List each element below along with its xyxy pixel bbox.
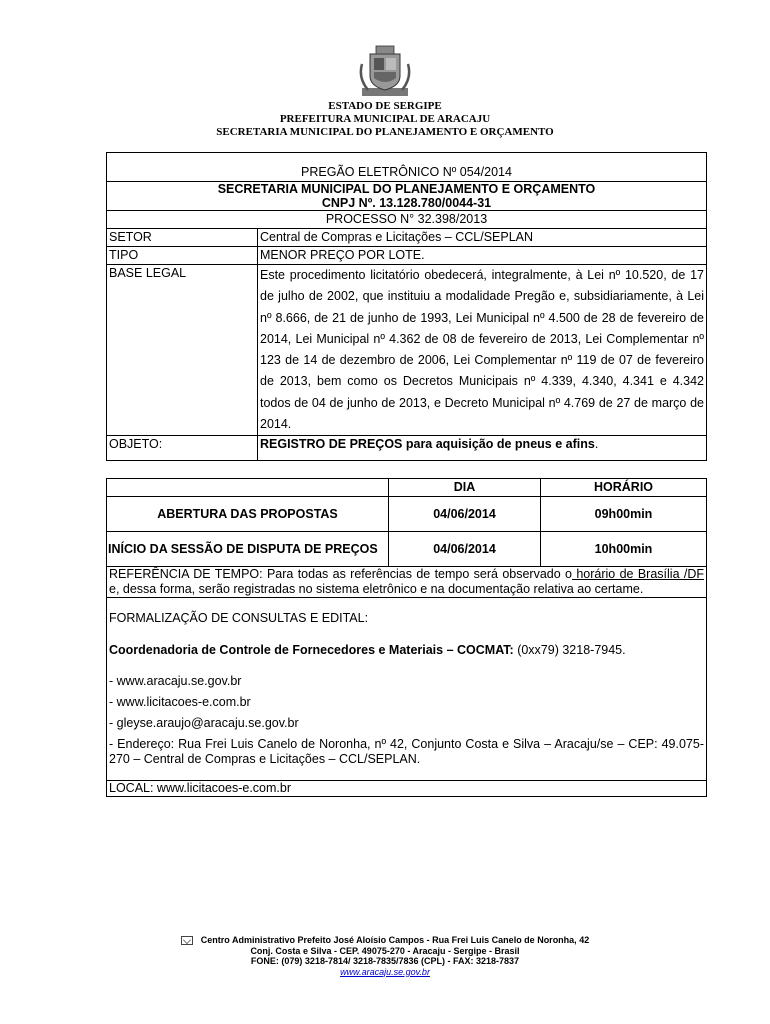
formalizacao-row: [107, 598, 707, 781]
pregao-title: PREGÃO ELETRÔNICO Nº 054/2014: [107, 153, 707, 182]
abertura-horario: 09h00min: [541, 497, 707, 532]
footer-phone: FONE: (079) 3218-7814/ 3218-7835/7836 (CPL) - FAX: 3218-7837: [250, 956, 520, 966]
cnpj: CNPJ Nº. 13.128.780/0044-31: [321, 196, 492, 210]
schedule-row: [107, 497, 707, 532]
cocmat-title: Coordenadoria de Controle de Fornecedores e Materiais – COCMAT:: [109, 643, 514, 657]
local-row: [107, 781, 707, 797]
col-horario: HORÁRIO: [541, 479, 707, 497]
schedule-row: [107, 532, 707, 567]
pregao-info-table: [106, 152, 707, 461]
sessao-horario: 10h00min: [541, 532, 707, 567]
header-state: ESTADO DE SERGIPE: [328, 100, 442, 112]
referencia-row: [107, 567, 707, 598]
header-prefeitura: PREFEITURA MUNICIPAL DE ARACAJU: [279, 113, 491, 125]
setor-row: [107, 229, 707, 247]
base-legal-row: [107, 265, 707, 436]
base-legal-label: BASE LEGAL: [107, 265, 258, 436]
envelope-icon: [181, 936, 193, 945]
footer-website-link[interactable]: www.aracaju.se.gov.br: [340, 966, 430, 977]
setor-value: Central de Compras e Licitações – CCL/SEPLAN: [258, 229, 707, 247]
abertura-label: ABERTURA DAS PROPOSTAS: [107, 497, 389, 532]
objeto-end: .: [594, 437, 599, 452]
footer-address-1: Centro Administrativo Prefeito José Aloísio Campos - Rua Frei Luis Canelo de Noronha, 42: [200, 935, 590, 945]
col-dia: DIA: [389, 479, 541, 497]
pregao-row: [107, 153, 707, 182]
sessao-label: INÍCIO DA SESSÃO DE DISPUTA DE PREÇOS: [107, 532, 389, 567]
objeto-row: [107, 436, 707, 461]
site-licitacoes: - www.licitacoes-e.com.br: [109, 695, 251, 709]
formalizacao-title: FORMALIZAÇÃO DE CONSULTAS E EDITAL:: [109, 611, 369, 625]
horario-brasilia: horário de Brasília /DF: [572, 567, 704, 581]
processo: PROCESSO N° 32.398/2013: [107, 211, 707, 229]
tipo-label: TIPO: [107, 247, 258, 265]
letterhead: [0, 44, 770, 139]
site-aracaju: - www.aracaju.se.gov.br: [109, 674, 242, 688]
processo-row: [107, 211, 707, 229]
tipo-row: [107, 247, 707, 265]
abertura-dia: 04/06/2014: [389, 497, 541, 532]
contact-email: - gleyse.araujo@aracaju.se.gov.br: [109, 716, 299, 730]
footer-address-2: Conj. Costa e Silva - CEP. 49075-270 - Aracaju - Sergipe - Brasil: [250, 945, 520, 956]
base-legal-text: Este procedimento licitatório obedecerá, integralmente, à Lei nº 10.520, de 17 de julho de 2002, que instituiu a modalidade Pregão e, subsidiariamente, à Lei nº 8.666, de 21 de junho de 1993, Lei Municipal nº 4.500 de 28 de fevereiro de 2014, Lei Municipal nº 4.362 de 08 de fevereiro de 2013, Lei Complementar nº 123 de 14 de dezembro de 2006, Lei Complementar nº 119 de 07 de fevereiro de 2013, bem como os Decretos Municipais nº 4.339, 4.340, 4.341 e 4.342 todos de 04 de junho de 2013, e Decreto Municipal nº 4.769 de 27 de março de 2014.: [258, 265, 707, 436]
schedule-table: [106, 478, 707, 797]
schedule-header-row: [107, 479, 707, 497]
tipo-value: MENOR PREÇO POR LOTE.: [258, 247, 707, 265]
objeto-label: OBJETO:: [107, 436, 258, 461]
coat-of-arms-logo: [356, 44, 414, 100]
objeto-value: REGISTRO DE PREÇOS para aquisição de pneus e afins: [260, 437, 595, 452]
sessao-dia: 04/06/2014: [389, 532, 541, 567]
referencia-text-2: e, dessa forma, serão registradas no sistema eletrônico e na documentação relativa ao certame.: [109, 582, 644, 596]
secretaria-name: SECRETARIA MUNICIPAL DO PLANEJAMENTO E ORÇAMENTO: [217, 182, 596, 196]
cocmat-phone: (0xx79) 3218-7945.: [513, 643, 626, 657]
footer: [0, 935, 770, 977]
local: LOCAL: www.licitacoes-e.com.br: [107, 781, 707, 797]
header-secretaria: SECRETARIA MUNICIPAL DO PLANEJAMENTO E ORÇAMENTO: [216, 126, 554, 138]
referencia-text: REFERÊNCIA DE TEMPO: Para todas as referências de tempo será observado o: [109, 567, 572, 581]
setor-label: SETOR: [107, 229, 258, 247]
secretaria-row: [107, 182, 707, 211]
address: - Endereço: Rua Frei Luis Canelo de Noronha, nº 42, Conjunto Costa e Silva – Aracaju/se – CEP: 49.075-270 – Central de Compras e Licitações – CCL/SEPLAN.: [109, 737, 704, 766]
